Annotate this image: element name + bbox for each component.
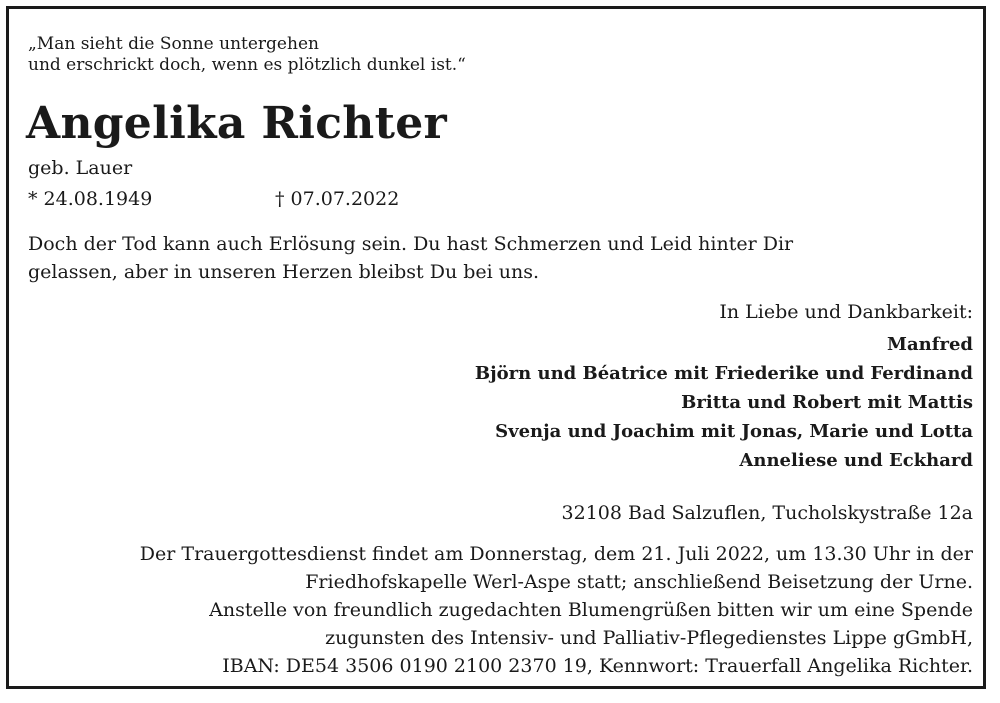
mourner-line: Anneliese und Eckhard [739, 450, 973, 471]
notice-line: IBAN: DE54 3506 0190 2100 2370 19, Kennwort: Trauerfall Angelika Richter. [222, 655, 973, 677]
thanks-line: In Liebe und Dankbarkeit: [719, 301, 973, 323]
birth-date: * 24.08.1949 [28, 188, 153, 210]
mourner-line: Britta und Robert mit Mattis [681, 392, 973, 413]
maiden-name: geb. Lauer [28, 157, 133, 179]
address-line: 32108 Bad Salzuflen, Tucholskystraße 12a [561, 502, 973, 524]
notice-line: Friedhofskapelle Werl-Aspe statt; anschließend Beisetzung der Urne. [305, 571, 973, 593]
farewell-verse [28, 230, 793, 286]
notice-line: Der Trauergottesdienst findet am Donnerstag, dem 21. Juli 2022, um 13.30 Uhr in der [139, 543, 973, 565]
notice-line: Anstelle von freundlich zugedachten Blumengrüßen bitten wir um eine Spende [209, 599, 973, 621]
mourner-line: Björn und Béatrice mit Friederike und Ferdinand [474, 363, 973, 384]
verse-line: gelassen, aber in unseren Herzen bleibst Du bei uns. [28, 261, 540, 283]
deceased-name: Angelika Richter [26, 98, 447, 149]
verse-line: Doch der Tod kann auch Erlösung sein. Du hast Schmerzen und Leid hinter Dir [28, 233, 794, 255]
epigraph-quote [28, 34, 466, 76]
quote-line: „Man sieht die Sonne untergehen [28, 34, 319, 54]
mourner-line: Svenja und Joachim mit Jonas, Marie und Lotta [495, 421, 973, 442]
notice-line: zugunsten des Intensiv- und Palliativ-Pflegedienstes Lippe gGmbH, [325, 627, 973, 649]
mourners-list [475, 330, 973, 475]
death-date: † 07.07.2022 [275, 188, 400, 210]
quote-line: und erschrickt doch, wenn es plötzlich dunkel ist.“ [28, 55, 466, 75]
mourner-line: Manfred [887, 334, 973, 355]
funeral-notice [140, 540, 973, 680]
